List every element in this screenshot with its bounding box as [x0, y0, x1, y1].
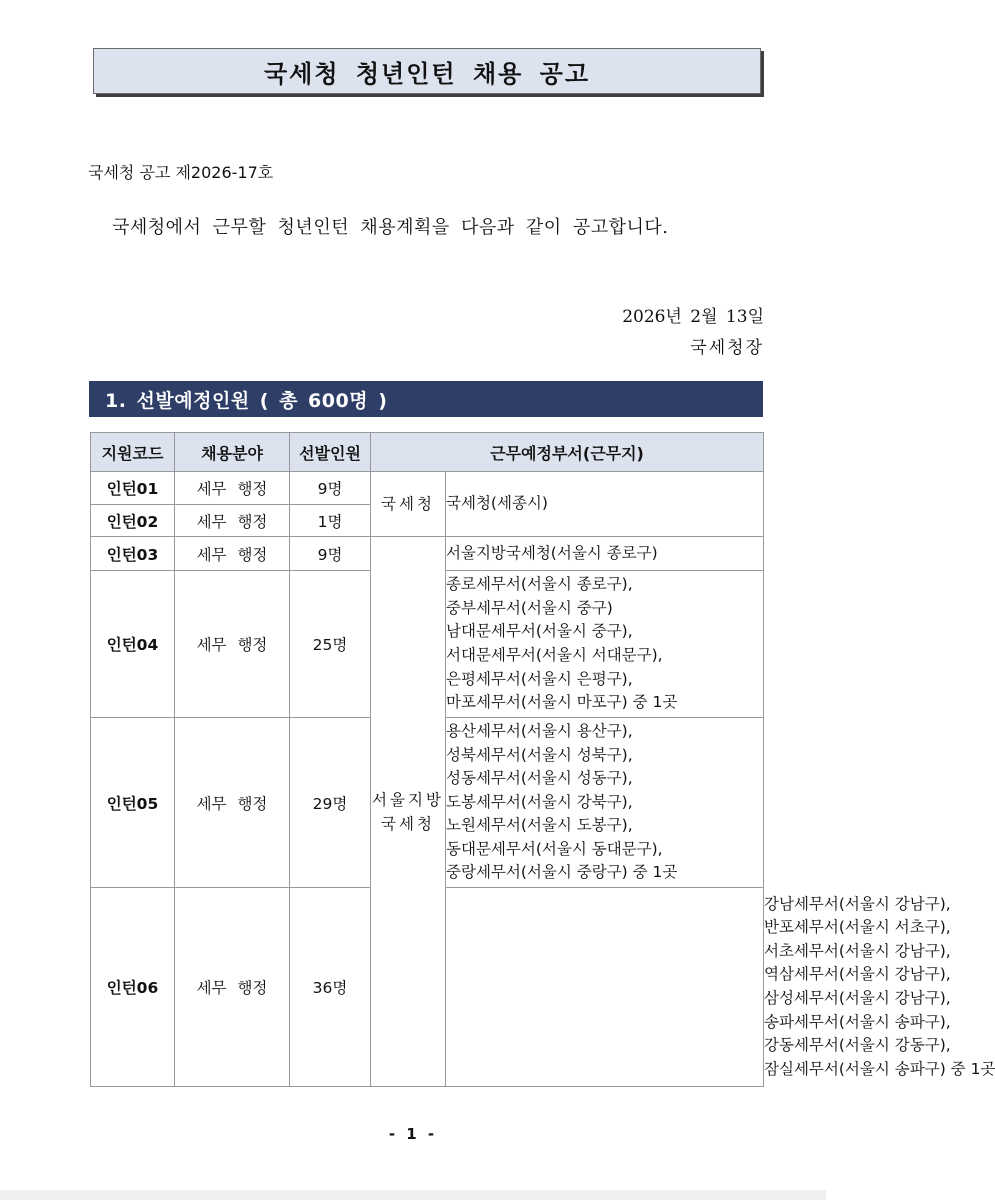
- allocation-table: [90, 432, 995, 1087]
- document-title: 국세청 청년인턴 채용 공고: [263, 59, 591, 88]
- page-number: - 1 -: [388, 1125, 438, 1143]
- field-cell: 세무 행정: [175, 505, 290, 537]
- dept-line: 종로세무서(서울시 종로구),: [446, 575, 633, 594]
- table-row: [91, 472, 764, 505]
- code-cell: 인턴06: [91, 888, 175, 1087]
- count-cell: 9명: [290, 472, 371, 505]
- code-cell: 인턴05: [91, 718, 175, 888]
- section-heading-text: 1. 선발예정인원 ( 총 600명 ): [105, 389, 388, 412]
- code-cell: 인턴02: [91, 505, 175, 537]
- dept-line: 성북세무서(서울시 성북구),: [446, 745, 633, 764]
- document-title-box: [93, 48, 761, 94]
- notice-number: 국세청 공고 제2026-17호: [88, 163, 274, 182]
- count-cell: 36명: [290, 888, 371, 1087]
- count-cell: 1명: [290, 505, 371, 537]
- org-cell-empty: [446, 888, 764, 1087]
- org-cell: 서울지방 국세청: [371, 537, 446, 1087]
- dept-line: 마포세무서(서울시 마포구) 중 1곳: [446, 693, 678, 712]
- dept-line: 용산세무서(서울시 용산구),: [446, 721, 633, 740]
- dept-line: 중랑세무서(서울시 중랑구) 중 1곳: [446, 863, 678, 882]
- count-cell: 29명: [290, 718, 371, 888]
- header-dept: 근무예정부서(근무지): [371, 433, 764, 472]
- bottom-strip: [0, 1190, 826, 1200]
- notice-date: 2026년 2월 13일: [622, 307, 764, 327]
- dept-line: 노원세무서(서울시 도봉구),: [446, 816, 633, 835]
- dept-line: 국세청(세종시): [446, 494, 548, 513]
- signer: 국세청장: [690, 338, 764, 358]
- code-cell: 인턴03: [91, 537, 175, 571]
- dept-line: 서울지방국세청(서울시 종로구): [446, 543, 658, 562]
- org-cell: 국세청: [371, 472, 446, 537]
- dept-line: 서대문세무서(서울시 서대문구),: [446, 646, 663, 664]
- dept-line: 도봉세무서(서울시 강북구),: [446, 792, 633, 811]
- header-field: 채용분야: [175, 433, 290, 472]
- header-code: 지원코드: [91, 433, 175, 472]
- code-cell: 인턴04: [91, 571, 175, 718]
- code-cell: 인턴01: [91, 472, 175, 505]
- dept-line: 중부세무서(서울시 중구): [446, 598, 613, 617]
- dept-cell: [446, 718, 764, 888]
- count-cell: 25명: [290, 571, 371, 718]
- table-header-row: [91, 433, 764, 472]
- field-cell: 세무 행정: [175, 537, 290, 571]
- dept-cell: [446, 537, 764, 571]
- dept-cell: [446, 472, 764, 537]
- field-cell: 세무 행정: [175, 718, 290, 888]
- header-count: 선발인원: [290, 433, 371, 472]
- table-row: [91, 537, 764, 571]
- field-cell: 세무 행정: [175, 472, 290, 505]
- field-cell: 세무 행정: [175, 571, 290, 718]
- dept-line: 남대문세무서(서울시 중구),: [446, 622, 633, 641]
- dept-line: 은평세무서(서울시 은평구),: [446, 669, 633, 688]
- field-cell: 세무 행정: [175, 888, 290, 1087]
- table-row: 인턴06 세무 행정 36명 강남세무서(서울시 강남구), 반포세무서(서울시 서초구), 서초세무서(서울시 강남구), 역삼세무서(서울시 강남구), 삼성세무서(서울시 강남구), 송파세무서(서울시 송파구), 강동세무서(서울시 강동구), 잠실세무서(서울시 송파구) 중 1곳: [91, 888, 764, 1087]
- count-cell: 9명: [290, 537, 371, 571]
- dept-line: 성동세무서(서울시 성동구),: [446, 769, 633, 788]
- dept-line: 동대문세무서(서울시 동대문구),: [446, 839, 663, 858]
- section-heading-1: [89, 381, 763, 417]
- dept-cell: [446, 571, 764, 718]
- intro-text: 국세청에서 근무할 청년인턴 채용계획을 다음과 같이 공고합니다.: [112, 217, 669, 238]
